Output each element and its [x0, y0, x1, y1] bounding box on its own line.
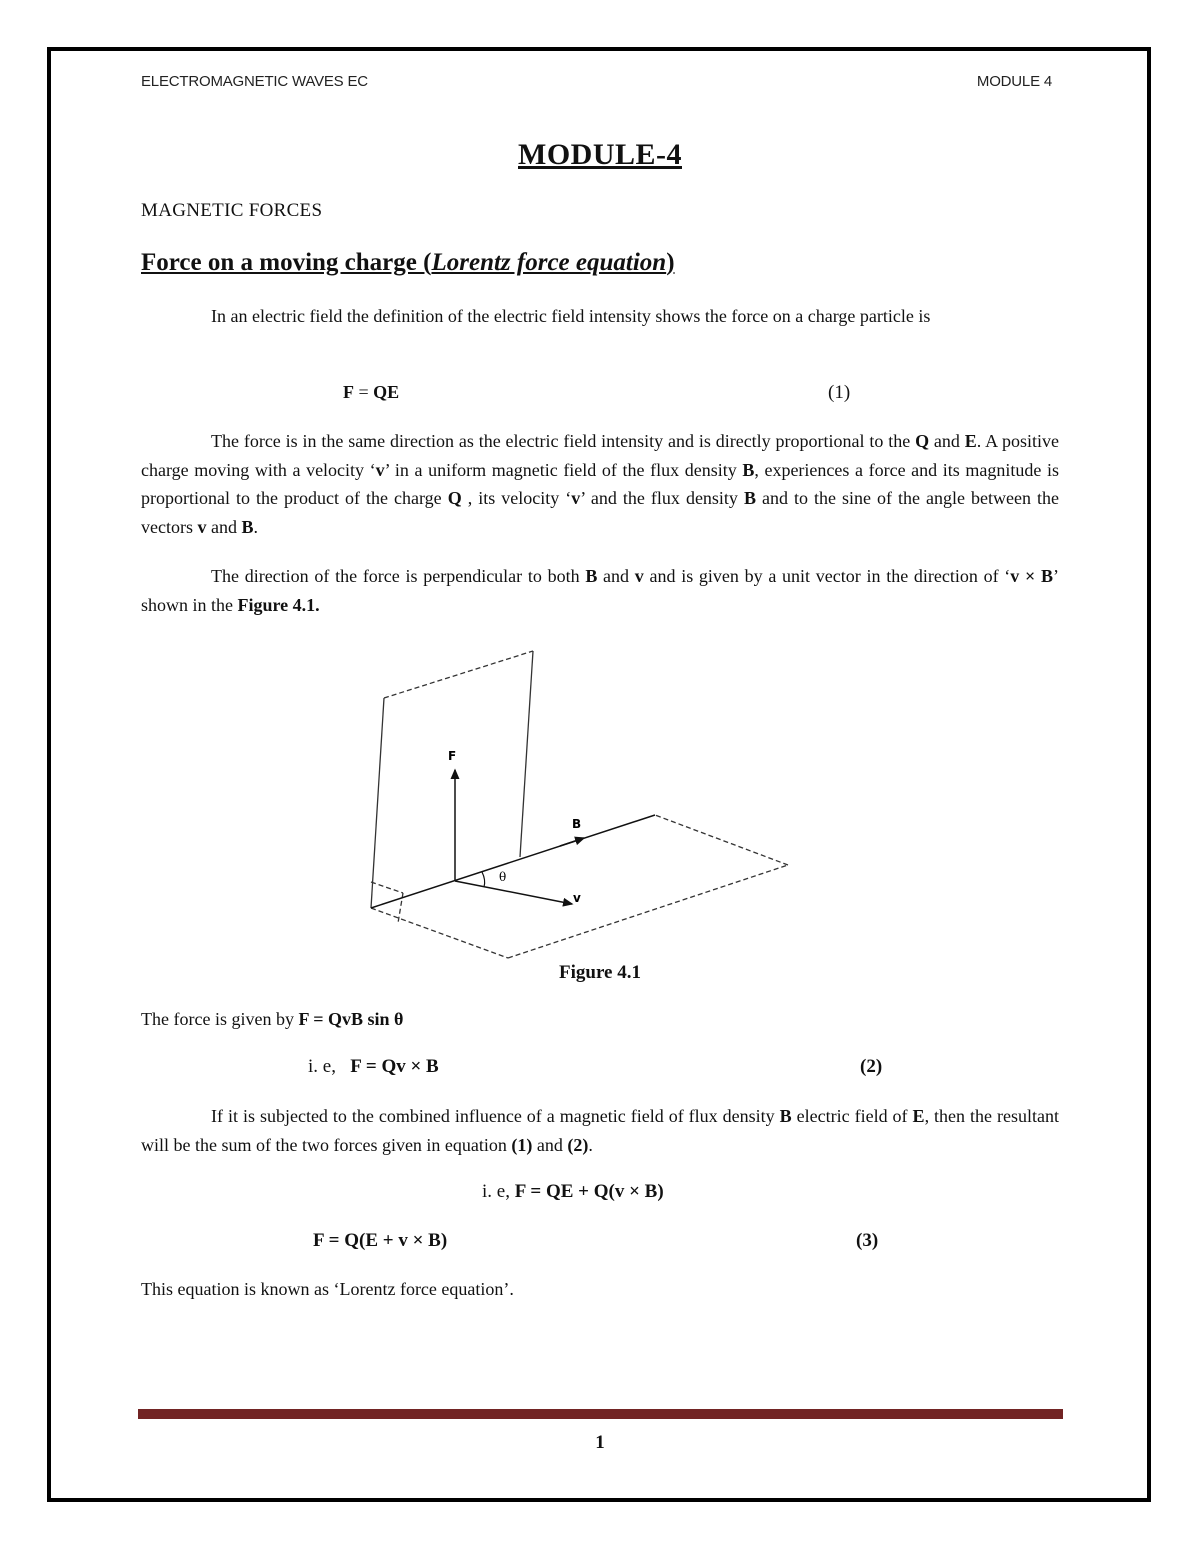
p2-t3: . A positive charge moving with a velocity ‘ [141, 431, 1059, 480]
p2-t4: ’ in a uniform magnetic field of the flux density [384, 459, 743, 480]
eq2-ie: i. e, [308, 1056, 336, 1077]
figure-caption: Figure 4.1 [559, 962, 641, 983]
force-line-eq: F = QvB sin θ [298, 1009, 404, 1029]
eq2-eq: F = Qv × B [350, 1056, 439, 1077]
eq1-mid: = [354, 382, 374, 402]
paragraph-2 [141, 427, 1059, 541]
p4-B: B [779, 1106, 792, 1126]
paragraph-3 [141, 562, 1059, 619]
page-number: 1 [595, 1432, 605, 1453]
p3-v: v [634, 566, 644, 586]
heading-post: ) [666, 249, 675, 276]
p4-n2: (2) [567, 1134, 589, 1155]
p3-vxb: v × B [1010, 566, 1053, 586]
p2-t9: and [206, 516, 242, 537]
p2-B1: B [742, 459, 755, 480]
p2-Q2: Q [447, 488, 462, 508]
label-v: v [573, 891, 581, 905]
p3-t1: The direction of the force is perpendicular to both [211, 566, 586, 586]
p2-t6: , its velocity ‘ [461, 488, 572, 508]
label-B: B [572, 817, 582, 831]
paragraph-4 [141, 1102, 1059, 1159]
equation-3 [313, 1230, 447, 1252]
p4-n1: (1) [511, 1134, 533, 1155]
header-left: ELECTROMAGNETIC WAVES EC [141, 73, 368, 90]
header-right: MODULE 4 [976, 73, 1052, 90]
v-vector-arrow [455, 881, 572, 904]
equation-1-number: (1) [828, 382, 851, 403]
p2-t7: ’ and the flux density [580, 488, 744, 508]
heading-pre: Force on a moving charge ( [141, 249, 432, 276]
force-line [141, 1005, 1059, 1034]
p2-E: E [964, 431, 977, 451]
section-title: MAGNETIC FORCES [141, 200, 323, 221]
equation-3-number: (3) [856, 1230, 879, 1251]
p2-v1: v [375, 459, 385, 480]
p2-B3: B [241, 516, 254, 537]
paragraph-1-text: In an electric field the definition of the electric field intensity shows the force on a charge particle is [211, 306, 931, 326]
p4-t4: and [532, 1134, 568, 1155]
p4-t1: If it is subjected to the combined influence of a magnetic field of flux density [211, 1106, 780, 1126]
heading-italic: Lorentz force equation [431, 249, 667, 276]
b-vector-arrow [560, 838, 584, 846]
closing-line: This equation is known as ‘Lorentz force equation’. [141, 1279, 514, 1299]
p3-t2: and [597, 566, 635, 586]
p2-v3: v [197, 516, 207, 537]
eq3-eq: F = Q(E + v × B) [313, 1230, 448, 1251]
p3-B: B [585, 566, 598, 586]
eq1-rhs: QE [373, 382, 400, 402]
eq1-lhs: F [343, 382, 354, 402]
p2-Q: Q [915, 431, 930, 451]
equation-combined [482, 1181, 664, 1203]
footer-bar [138, 1409, 1063, 1419]
p2-t5: , experiences a force and its magnitude is proportional to the product of the charge [141, 459, 1059, 508]
p2-B2: B [743, 488, 756, 508]
p2-v2: v [571, 488, 581, 508]
p4-t3: , then the resultant will be the sum of the two forces given in equation [141, 1106, 1059, 1155]
p2-t2: and [929, 431, 965, 451]
page-title: MODULE-4 [518, 138, 682, 171]
equation-2 [308, 1056, 439, 1078]
force-line-text: The force is given by [141, 1009, 299, 1029]
p3-t3: and is given by a unit vector in the direction of ‘ [643, 566, 1011, 586]
eq-ie-eq: F = QE + Q(v × B) [514, 1181, 664, 1202]
p4-t5: . [588, 1134, 593, 1155]
horizontal-plane [371, 815, 788, 958]
label-F: F [448, 749, 457, 763]
p2-t8: and to the sine of the angle between the vectors [141, 488, 1059, 537]
p2-t1: The force is in the same direction as the electric field intensity and is directly proportional to the [211, 431, 916, 451]
theta-arc [482, 872, 485, 887]
p4-t2: electric field of [791, 1106, 913, 1126]
b-axis-line [371, 815, 655, 908]
eq-ie-label: i. e, [482, 1181, 515, 1202]
vertical-plane [371, 651, 533, 908]
p2-t10: . [253, 516, 258, 537]
equation-2-number: (2) [860, 1056, 883, 1077]
figure-4-1-diagram [360, 645, 800, 965]
p3-fig-ref: Figure 4.1. [237, 594, 320, 615]
paragraph-1 [141, 302, 1059, 331]
label-theta: θ [499, 870, 507, 884]
p4-E: E [912, 1106, 925, 1126]
topic-heading [141, 249, 675, 277]
p3-t4: ’ shown in the [141, 566, 1059, 615]
equation-1 [343, 382, 399, 403]
